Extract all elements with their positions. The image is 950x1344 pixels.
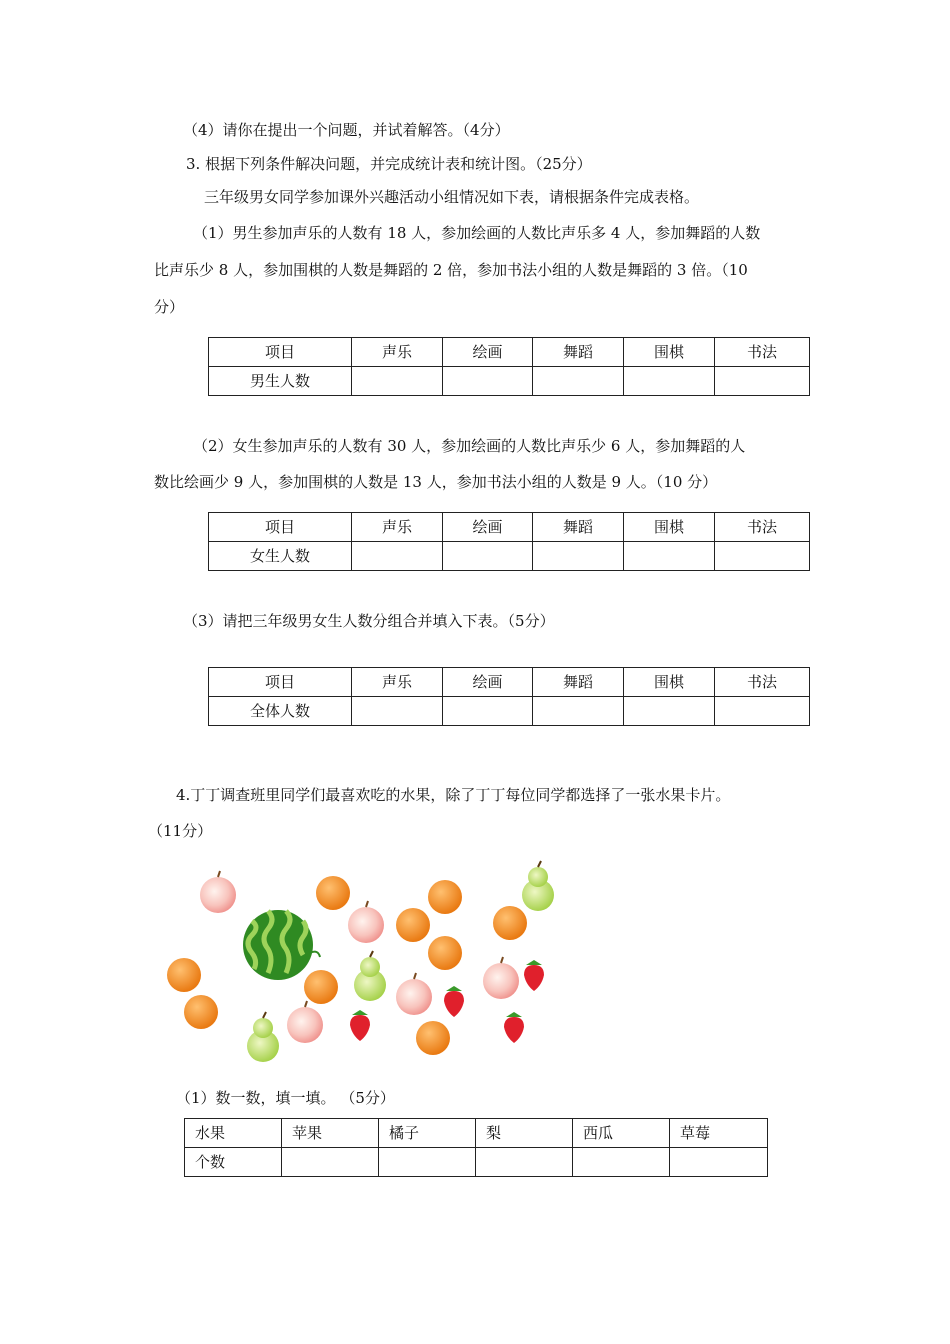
answer-cell[interactable]	[443, 367, 533, 396]
answer-cell[interactable]	[573, 1148, 670, 1177]
header-cell: 书法	[715, 668, 810, 697]
apple-icon	[200, 871, 236, 913]
fruit-count-table	[184, 1118, 768, 1177]
header-cell: 水果	[185, 1119, 282, 1148]
answer-cell[interactable]	[715, 367, 810, 396]
all-students-table	[208, 667, 810, 726]
question-3-part1-line1: （1）男生参加声乐的人数有 18 人，参加绘画的人数比声乐多 4 人，参加舞蹈的人数	[193, 224, 761, 242]
pear-icon	[354, 951, 386, 1001]
header-cell: 围棋	[624, 668, 715, 697]
header-cell: 梨	[476, 1119, 573, 1148]
question-4-score: （11分）	[148, 822, 213, 840]
question-2-4: （4）请你在提出一个问题，并试着解答。（4分）	[183, 121, 510, 139]
orange-icon	[428, 880, 462, 914]
question-3-part2-line1: （2）女生参加声乐的人数有 30 人，参加绘画的人数比声乐少 6 人，参加舞蹈的人	[193, 437, 746, 455]
answer-cell[interactable]	[352, 367, 443, 396]
answer-cell[interactable]	[624, 697, 715, 726]
header-cell: 舞蹈	[533, 338, 624, 367]
header-cell: 舞蹈	[533, 668, 624, 697]
answer-cell[interactable]	[533, 697, 624, 726]
header-cell: 西瓜	[573, 1119, 670, 1148]
header-cell: 项目	[209, 513, 352, 542]
question-4-title: 4.丁丁调查班里同学们最喜欢吃的水果，除了丁丁每位同学都选择了一张水果卡片。	[176, 786, 731, 804]
apple-icon	[396, 973, 432, 1015]
answer-cell[interactable]	[533, 542, 624, 571]
header-cell: 声乐	[352, 513, 443, 542]
boys-table	[208, 337, 810, 396]
apple-icon	[287, 1001, 323, 1043]
header-cell: 草莓	[670, 1119, 768, 1148]
question-3-title: 3. 根据下列条件解决问题，并完成统计表和统计图。（25分）	[186, 155, 592, 173]
question-3-part2-line2: 数比绘画少 9 人，参加围棋的人数是 13 人，参加书法小组的人数是 9 人。（10 分）	[154, 473, 718, 491]
header-cell: 苹果	[282, 1119, 379, 1148]
header-cell: 书法	[715, 338, 810, 367]
header-cell: 书法	[715, 513, 810, 542]
header-cell: 声乐	[352, 668, 443, 697]
header-cell: 舞蹈	[533, 513, 624, 542]
orange-icon	[416, 1021, 450, 1055]
orange-icon	[428, 936, 462, 970]
header-cell: 绘画	[443, 338, 533, 367]
question-3-part3: （3）请把三年级男女生人数分组合并填入下表。（5分）	[183, 612, 555, 630]
header-cell: 围棋	[624, 338, 715, 367]
strawberry-icon	[524, 960, 544, 991]
row-label: 个数	[185, 1148, 282, 1177]
answer-cell[interactable]	[624, 542, 715, 571]
question-4-part1: （1）数一数，填一填。 （5分）	[176, 1089, 395, 1107]
strawberry-icon	[444, 986, 464, 1017]
fruit-cards-illustration	[160, 855, 580, 1070]
answer-cell[interactable]	[443, 542, 533, 571]
header-cell: 围棋	[624, 513, 715, 542]
header-cell: 声乐	[352, 338, 443, 367]
orange-icon	[493, 906, 527, 940]
orange-icon	[304, 970, 338, 1004]
pear-icon	[522, 861, 554, 911]
orange-icon	[184, 995, 218, 1029]
answer-cell[interactable]	[670, 1148, 768, 1177]
orange-icon	[316, 876, 350, 910]
answer-cell[interactable]	[715, 542, 810, 571]
header-cell: 绘画	[443, 513, 533, 542]
row-label: 女生人数	[209, 542, 352, 571]
answer-cell[interactable]	[379, 1148, 476, 1177]
answer-cell[interactable]	[476, 1148, 573, 1177]
strawberry-icon	[504, 1012, 524, 1043]
question-3-intro: 三年级男女同学参加课外兴趣活动小组情况如下表，请根据条件完成表格。	[204, 188, 700, 206]
pear-icon	[247, 1012, 279, 1062]
girls-table	[208, 512, 810, 571]
header-cell: 项目	[209, 668, 352, 697]
answer-cell[interactable]	[715, 697, 810, 726]
apple-icon	[483, 957, 519, 999]
orange-icon	[396, 908, 430, 942]
orange-icon	[167, 958, 201, 992]
answer-cell[interactable]	[282, 1148, 379, 1177]
question-3-part1-line3: 分）	[154, 298, 185, 316]
answer-cell[interactable]	[624, 367, 715, 396]
watermelon-icon	[243, 910, 320, 980]
answer-cell[interactable]	[533, 367, 624, 396]
header-cell: 项目	[209, 338, 352, 367]
answer-cell[interactable]	[443, 697, 533, 726]
answer-cell[interactable]	[352, 542, 443, 571]
header-cell: 绘画	[443, 668, 533, 697]
header-cell: 橘子	[379, 1119, 476, 1148]
answer-cell[interactable]	[352, 697, 443, 726]
apple-icon	[348, 901, 384, 943]
question-3-part1-line2: 比声乐少 8 人，参加围棋的人数是舞蹈的 2 倍，参加书法小组的人数是舞蹈的 3 倍。（10	[154, 261, 748, 279]
row-label: 全体人数	[209, 697, 352, 726]
strawberry-icon	[350, 1010, 370, 1041]
row-label: 男生人数	[209, 367, 352, 396]
